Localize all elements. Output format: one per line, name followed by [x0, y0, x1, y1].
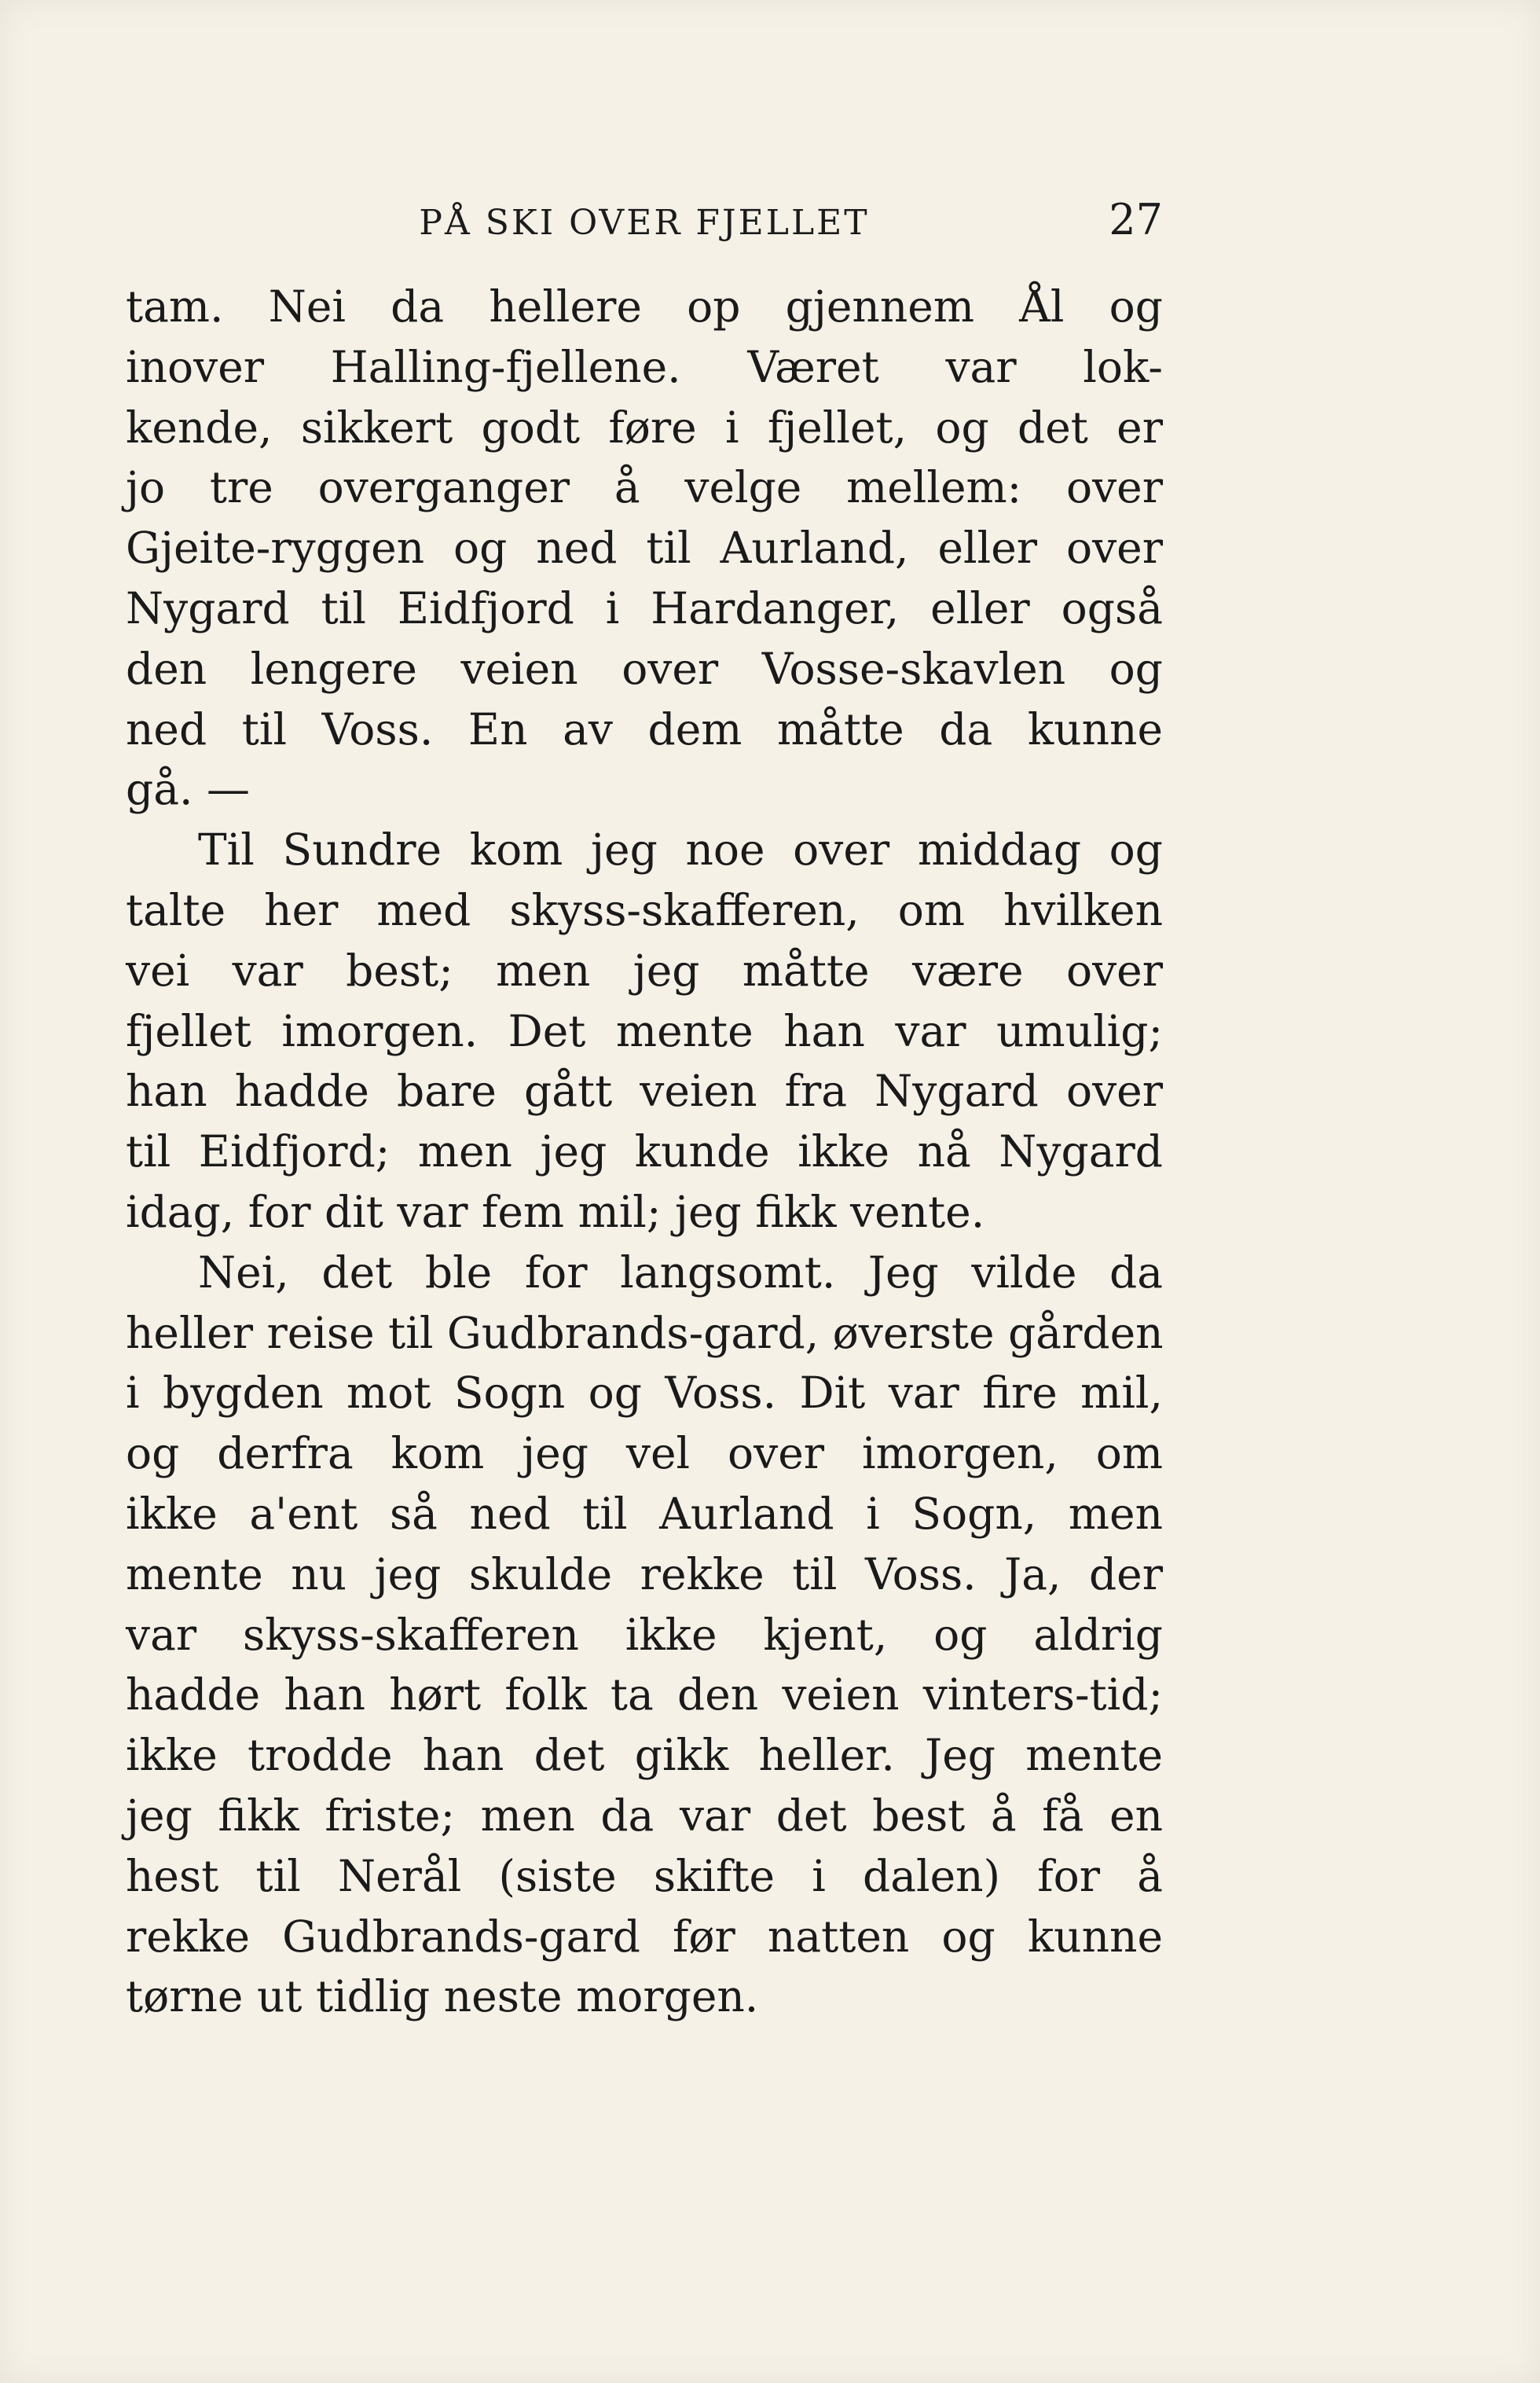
text-line: jo tre overganger å velge mellem: over [126, 462, 1163, 513]
text-line: tam. Nei da hellere op gjennem Ål og [126, 281, 1163, 332]
text-line: fjellet imorgen. Det mente han var umulig; [126, 1005, 1163, 1056]
text-line: heller reise til Gudbrands-gard, øverste gården [126, 1307, 1164, 1358]
text-line: mente nu jeg skulde rekke til Voss. Ja, der [126, 1548, 1163, 1599]
text-line: til Eidfjord; men jeg kunde ikke nå Nygard [126, 1126, 1163, 1177]
text-line: den lengere veien over Vosse-skavlen og [126, 643, 1163, 694]
text-line: var skyss-skafferen ikke kjent, og aldrig [126, 1609, 1163, 1660]
text-line: tørne ut tidlig neste morgen. [126, 1971, 759, 2022]
text-line: ikke a'ent så ned til Aurland i Sogn, men [126, 1488, 1163, 1539]
running-title: PÅ SKI OVER FJELLET [419, 203, 870, 243]
text-line: inover Halling-fjellene. Været var lok- [126, 341, 1163, 392]
text-line: i bygden mot Sogn og Voss. Dit var fire mil, [126, 1368, 1163, 1419]
text-line: talte her med skyss-skafferen, om hvilken [126, 884, 1163, 935]
text-line: Gjeite-ryggen og ned til Aurland, eller over [126, 523, 1163, 574]
text-line: han hadde bare gått veien fra Nygard over [126, 1066, 1163, 1117]
text-line: kende, sikkert godt føre i fjellet, og det er [126, 402, 1163, 453]
text-line: Til Sundre kom jeg noe over middag og [198, 824, 1163, 876]
text-line: hadde han hørt folk ta den veien vinters-tid; [126, 1669, 1163, 1720]
text-line: hest til Nerål (siste skifte i dalen) for å [126, 1850, 1163, 1901]
text-line: vei var best; men jeg måtte være over [126, 945, 1163, 996]
body-text [126, 277, 1163, 2027]
text-line: idag, for dit var fem mil; jeg fikk vente. [126, 1186, 985, 1237]
text-line: ikke trodde han det gikk heller. Jeg mente [126, 1730, 1163, 1781]
text-line: Nei, det ble for langsomt. Jeg vilde da [198, 1247, 1163, 1298]
text-line: gå. — [126, 764, 250, 815]
text-line: jeg fikk friste; men da var det best å få en [126, 1790, 1163, 1841]
text-line: og derfra kom jeg vel over imorgen, om [126, 1428, 1163, 1479]
text-line: ned til Voss. En av dem måtte da kunne [126, 703, 1163, 755]
text-line: rekke Gudbrands-gard før natten og kunne [126, 1911, 1163, 1962]
page-number: 27 [1109, 195, 1163, 244]
text-line: Nygard til Eidfjord i Hardanger, eller også [126, 582, 1163, 633]
page-header [126, 189, 1163, 252]
